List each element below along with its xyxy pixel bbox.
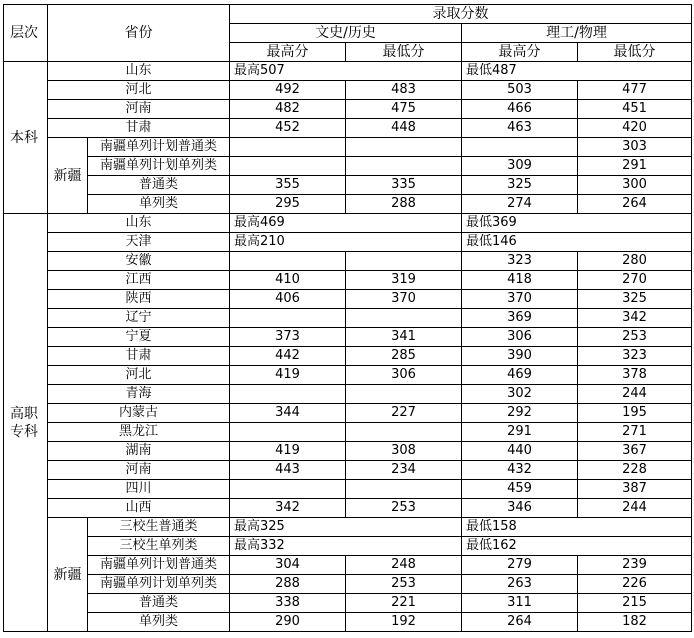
- score-cell-s-max: 302: [462, 385, 578, 404]
- score-cell-s-max: 466: [462, 100, 578, 119]
- table-row: [4, 176, 692, 195]
- score-cell-a-min: 192: [346, 613, 462, 632]
- table-row: [4, 461, 692, 480]
- sci-note-cell: 最低158: [462, 518, 692, 537]
- score-cell-s-max: 418: [462, 271, 578, 290]
- score-cell-a-min: 308: [346, 442, 462, 461]
- score-cell-s-max: 274: [462, 195, 578, 214]
- score-cell-s-min: 420: [578, 119, 692, 138]
- sci-note-cell: 最低487: [462, 62, 692, 81]
- score-cell-a-max: [230, 385, 346, 404]
- table-row: [4, 423, 692, 442]
- arts-note-cell: 最高210: [230, 233, 462, 252]
- province-cell: 四川: [48, 480, 230, 499]
- table-row: [4, 233, 692, 252]
- header-arts-max: 最高分: [230, 43, 346, 62]
- score-cell-s-min: 451: [578, 100, 692, 119]
- score-cell-a-min: 448: [346, 119, 462, 138]
- table-row: [4, 556, 692, 575]
- province-cell: 山西: [48, 499, 230, 518]
- score-cell-a-max: 443: [230, 461, 346, 480]
- score-cell-a-min: [346, 385, 462, 404]
- score-cell-a-min: 370: [346, 290, 462, 309]
- score-cell-s-max: 311: [462, 594, 578, 613]
- score-cell-s-max: 503: [462, 81, 578, 100]
- header-sci-max: 最高分: [462, 43, 578, 62]
- score-cell-a-max: 355: [230, 176, 346, 195]
- province-cell: 单列类: [88, 613, 230, 632]
- score-cell-s-min: 244: [578, 499, 692, 518]
- province-cell: 山东: [48, 62, 230, 81]
- score-cell-s-max: [462, 138, 578, 157]
- score-cell-a-max: [230, 157, 346, 176]
- table-row: [4, 119, 692, 138]
- score-cell-s-min: 195: [578, 404, 692, 423]
- arts-note-cell: 最高507: [230, 62, 462, 81]
- table-row: [4, 404, 692, 423]
- score-cell-s-min: 323: [578, 347, 692, 366]
- province-cell: 山东: [48, 214, 230, 233]
- score-cell-s-min: 228: [578, 461, 692, 480]
- score-cell-a-max: 410: [230, 271, 346, 290]
- sci-note-cell: 最低146: [462, 233, 692, 252]
- province-cell: 南疆单列计划单列类: [88, 575, 230, 594]
- score-cell-a-min: 335: [346, 176, 462, 195]
- province-cell: 南疆单列计划普通类: [88, 138, 230, 157]
- province-cell: 湖南: [48, 442, 230, 461]
- province-cell: 普通类: [88, 176, 230, 195]
- table-row: [4, 594, 692, 613]
- score-cell-a-max: 373: [230, 328, 346, 347]
- table-row: [4, 347, 692, 366]
- score-cell-a-min: 285: [346, 347, 462, 366]
- province-cell: 南疆单列计划单列类: [88, 157, 230, 176]
- score-cell-a-max: 406: [230, 290, 346, 309]
- province-cell: 河北: [48, 366, 230, 385]
- province-cell: 河南: [48, 100, 230, 119]
- table-row: [4, 62, 692, 81]
- score-cell-s-min: 244: [578, 385, 692, 404]
- score-cell-s-min: 264: [578, 195, 692, 214]
- score-cell-a-max: [230, 252, 346, 271]
- table-row: [4, 195, 692, 214]
- score-cell-s-min: 215: [578, 594, 692, 613]
- table-row: [4, 271, 692, 290]
- score-cell-s-min: 378: [578, 366, 692, 385]
- table-row: [4, 290, 692, 309]
- score-cell-a-max: 288: [230, 575, 346, 594]
- score-cell-s-min: 253: [578, 328, 692, 347]
- header-arts: 文史/历史: [230, 24, 462, 43]
- sci-note-cell: 最低369: [462, 214, 692, 233]
- score-cell-s-max: 463: [462, 119, 578, 138]
- score-cell-a-min: 306: [346, 366, 462, 385]
- level-vocational-line1: 高职: [10, 405, 38, 422]
- table-row: [4, 214, 692, 233]
- score-cell-a-min: 253: [346, 575, 462, 594]
- table-row: [4, 100, 692, 119]
- province-cell: 南疆单列计划普通类: [88, 556, 230, 575]
- province-cell: 黑龙江: [48, 423, 230, 442]
- group-xinjiang: 新疆: [48, 518, 88, 632]
- header-scores: 录取分数: [230, 5, 692, 24]
- province-cell: 辽宁: [48, 309, 230, 328]
- score-cell-a-max: 482: [230, 100, 346, 119]
- score-cell-a-min: 253: [346, 499, 462, 518]
- score-cell-s-max: 279: [462, 556, 578, 575]
- table-row: [4, 613, 692, 632]
- score-cell-a-min: 319: [346, 271, 462, 290]
- score-cell-s-min: 387: [578, 480, 692, 499]
- header-arts-min: 最低分: [346, 43, 462, 62]
- score-cell-s-min: 271: [578, 423, 692, 442]
- province-cell: 普通类: [88, 594, 230, 613]
- score-cell-a-min: [346, 309, 462, 328]
- score-cell-a-max: [230, 309, 346, 328]
- arts-note-cell: 最高325: [230, 518, 462, 537]
- arts-note-cell: 最高332: [230, 537, 462, 556]
- province-cell: 内蒙古: [48, 404, 230, 423]
- score-cell-a-max: 290: [230, 613, 346, 632]
- admission-score-table: [3, 4, 692, 632]
- score-cell-s-max: 309: [462, 157, 578, 176]
- score-cell-a-max: [230, 480, 346, 499]
- score-cell-a-min: 475: [346, 100, 462, 119]
- score-cell-s-min: 342: [578, 309, 692, 328]
- score-cell-s-max: 263: [462, 575, 578, 594]
- score-cell-s-max: 370: [462, 290, 578, 309]
- score-cell-a-max: 419: [230, 442, 346, 461]
- header-sci-min: 最低分: [578, 43, 692, 62]
- score-cell-a-min: [346, 423, 462, 442]
- score-cell-a-max: 344: [230, 404, 346, 423]
- header-row-1: [4, 5, 692, 24]
- score-cell-s-max: 440: [462, 442, 578, 461]
- score-cell-s-min: 300: [578, 176, 692, 195]
- score-cell-s-min: 367: [578, 442, 692, 461]
- province-cell: 甘肃: [48, 119, 230, 138]
- score-cell-s-max: 459: [462, 480, 578, 499]
- sci-note-cell: 最低162: [462, 537, 692, 556]
- province-cell: 江西: [48, 271, 230, 290]
- province-cell: 三校生单列类: [88, 537, 230, 556]
- score-cell-s-max: 432: [462, 461, 578, 480]
- score-cell-a-max: [230, 423, 346, 442]
- header-level: 层次: [4, 5, 48, 62]
- score-cell-a-min: 341: [346, 328, 462, 347]
- table-row: [4, 499, 692, 518]
- score-cell-a-max: 452: [230, 119, 346, 138]
- score-cell-s-min: 226: [578, 575, 692, 594]
- score-cell-s-max: 292: [462, 404, 578, 423]
- table-row: [4, 518, 692, 537]
- province-cell: 河南: [48, 461, 230, 480]
- province-cell: 三校生普通类: [88, 518, 230, 537]
- score-cell-s-max: 325: [462, 176, 578, 195]
- score-cell-a-max: [230, 138, 346, 157]
- score-cell-a-min: 221: [346, 594, 462, 613]
- header-sci: 理工/物理: [462, 24, 692, 43]
- score-cell-s-min: 280: [578, 252, 692, 271]
- group-xinjiang: 新疆: [48, 138, 88, 214]
- table-row: [4, 385, 692, 404]
- score-cell-a-min: 248: [346, 556, 462, 575]
- score-cell-a-max: 492: [230, 81, 346, 100]
- province-cell: 青海: [48, 385, 230, 404]
- province-cell: 陕西: [48, 290, 230, 309]
- score-cell-s-max: 369: [462, 309, 578, 328]
- level-vocational-line2: 专科: [10, 423, 38, 440]
- score-cell-a-max: 295: [230, 195, 346, 214]
- arts-note-cell: 最高469: [230, 214, 462, 233]
- score-cell-s-max: 346: [462, 499, 578, 518]
- score-cell-s-min: 303: [578, 138, 692, 157]
- province-cell: 天津: [48, 233, 230, 252]
- score-cell-a-max: 342: [230, 499, 346, 518]
- score-cell-a-min: [346, 480, 462, 499]
- score-cell-s-max: 469: [462, 366, 578, 385]
- level-vocational: [4, 214, 48, 632]
- score-cell-s-max: 264: [462, 613, 578, 632]
- score-cell-a-min: 288: [346, 195, 462, 214]
- table-row: [4, 138, 692, 157]
- score-cell-s-min: 291: [578, 157, 692, 176]
- province-cell: 安徽: [48, 252, 230, 271]
- score-cell-s-min: 239: [578, 556, 692, 575]
- header-province: 省份: [48, 5, 230, 62]
- score-cell-a-max: 338: [230, 594, 346, 613]
- score-cell-s-min: 182: [578, 613, 692, 632]
- province-cell: 单列类: [88, 195, 230, 214]
- score-cell-s-min: 477: [578, 81, 692, 100]
- province-cell: 甘肃: [48, 347, 230, 366]
- table-row: [4, 328, 692, 347]
- score-cell-a-max: 419: [230, 366, 346, 385]
- province-cell: 河北: [48, 81, 230, 100]
- score-cell-a-min: 234: [346, 461, 462, 480]
- score-cell-a-max: 304: [230, 556, 346, 575]
- score-cell-a-min: [346, 252, 462, 271]
- score-cell-s-min: 325: [578, 290, 692, 309]
- table-row: [4, 442, 692, 461]
- table-row: [4, 309, 692, 328]
- score-cell-s-max: 390: [462, 347, 578, 366]
- score-cell-s-max: 306: [462, 328, 578, 347]
- province-cell: 宁夏: [48, 328, 230, 347]
- score-cell-a-min: 227: [346, 404, 462, 423]
- score-cell-a-max: 442: [230, 347, 346, 366]
- level-undergrad: 本科: [4, 62, 48, 214]
- table-row: [4, 575, 692, 594]
- score-cell-a-min: [346, 157, 462, 176]
- score-cell-a-min: 483: [346, 81, 462, 100]
- score-cell-s-max: 323: [462, 252, 578, 271]
- table-row: [4, 480, 692, 499]
- score-cell-s-max: 291: [462, 423, 578, 442]
- table-row: [4, 157, 692, 176]
- table-row: [4, 537, 692, 556]
- score-cell-s-min: 270: [578, 271, 692, 290]
- table-row: [4, 366, 692, 385]
- table-row: [4, 81, 692, 100]
- score-cell-a-min: [346, 138, 462, 157]
- table-row: [4, 252, 692, 271]
